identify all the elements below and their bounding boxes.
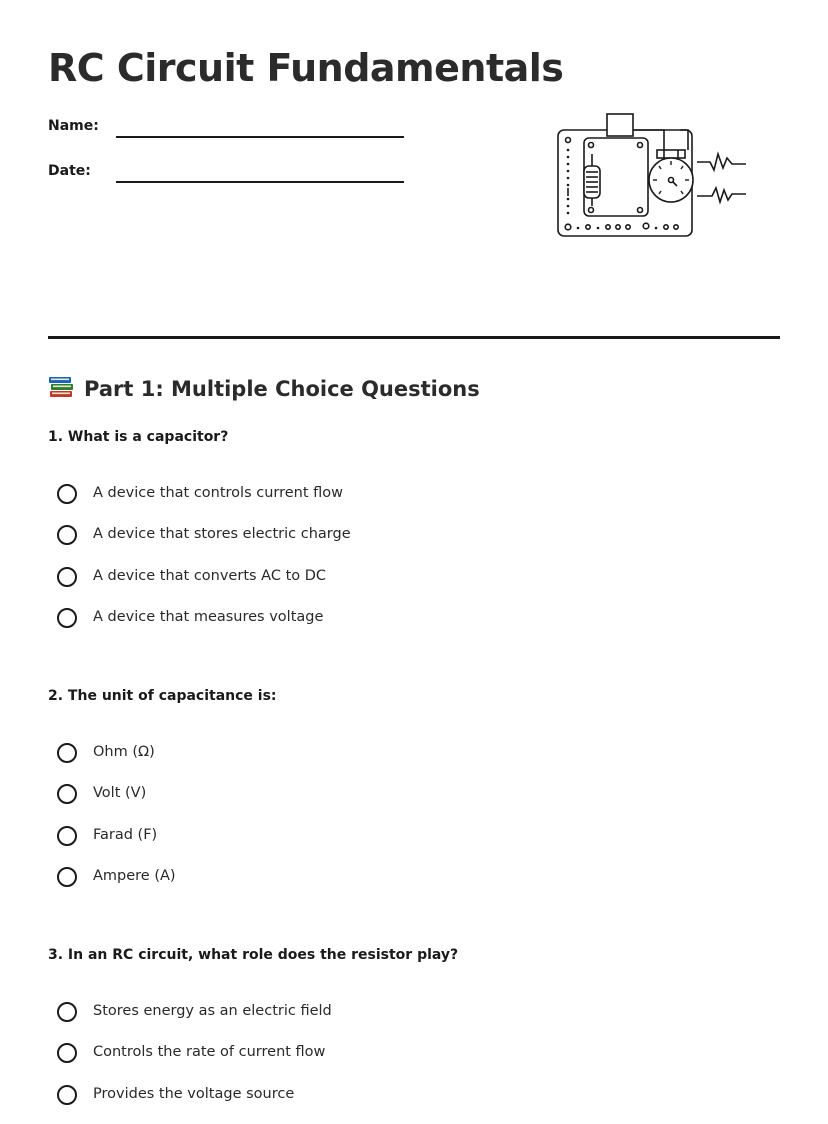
circuit-board-illustration	[552, 110, 752, 240]
name-field-row	[48, 118, 408, 148]
radio-button[interactable]	[57, 1002, 77, 1022]
question-1	[48, 429, 788, 626]
page-title: RC Circuit Fundamentals	[48, 46, 564, 90]
question-text: 3. In an RC circuit, what role does the resistor play?	[48, 947, 459, 963]
books-icon	[48, 374, 76, 400]
radio-button[interactable]	[57, 484, 77, 504]
option-label: Stores energy as an electric field	[93, 1003, 332, 1019]
answer-option[interactable]	[57, 1000, 332, 1041]
option-label: A device that controls current flow	[93, 485, 344, 501]
answer-option[interactable]	[57, 565, 351, 606]
answer-options	[57, 482, 351, 648]
question-2	[48, 688, 788, 885]
part1-title-text: Part 1: Multiple Choice Questions	[84, 377, 480, 401]
section-divider	[48, 336, 780, 339]
radio-button[interactable]	[57, 784, 77, 804]
option-label: Ampere (A)	[93, 868, 176, 885]
question-text: 1. What is a capacitor?	[48, 429, 229, 445]
date-field-row	[48, 163, 408, 193]
answer-option[interactable]	[57, 1041, 332, 1082]
option-label: A device that stores electric charge	[93, 526, 351, 543]
radio-button[interactable]	[57, 525, 77, 545]
answer-option[interactable]	[57, 741, 176, 782]
question-text: 2. The unit of capacitance is:	[48, 688, 277, 704]
answer-option[interactable]	[57, 865, 176, 906]
radio-button[interactable]	[57, 1085, 77, 1105]
part1-title	[48, 374, 480, 401]
radio-button[interactable]	[57, 743, 77, 763]
name-input[interactable]	[116, 136, 404, 138]
radio-button[interactable]	[57, 1043, 77, 1063]
radio-button[interactable]	[57, 608, 77, 628]
radio-button[interactable]	[57, 567, 77, 587]
answer-option[interactable]	[57, 824, 176, 865]
answer-option[interactable]	[57, 523, 351, 564]
answer-options	[57, 1000, 332, 1124]
answer-option[interactable]	[57, 482, 351, 523]
radio-button[interactable]	[57, 826, 77, 846]
option-label: Ohm (Ω)	[93, 744, 155, 760]
option-label: A device that converts AC to DC	[93, 567, 327, 584]
option-label: Controls the rate of current flow	[93, 1044, 326, 1061]
option-label: A device that measures voltage	[93, 609, 324, 626]
date-input[interactable]	[116, 181, 404, 183]
answer-options	[57, 741, 176, 907]
answer-option[interactable]	[57, 782, 176, 823]
answer-option[interactable]	[57, 606, 351, 647]
date-label: Date:	[48, 163, 91, 179]
name-label: Name:	[48, 118, 99, 134]
radio-button[interactable]	[57, 867, 77, 887]
option-label: Volt (V)	[93, 785, 147, 802]
option-label: Provides the voltage source	[93, 1085, 295, 1102]
question-3	[48, 947, 788, 1102]
option-label: Farad (F)	[93, 826, 158, 843]
